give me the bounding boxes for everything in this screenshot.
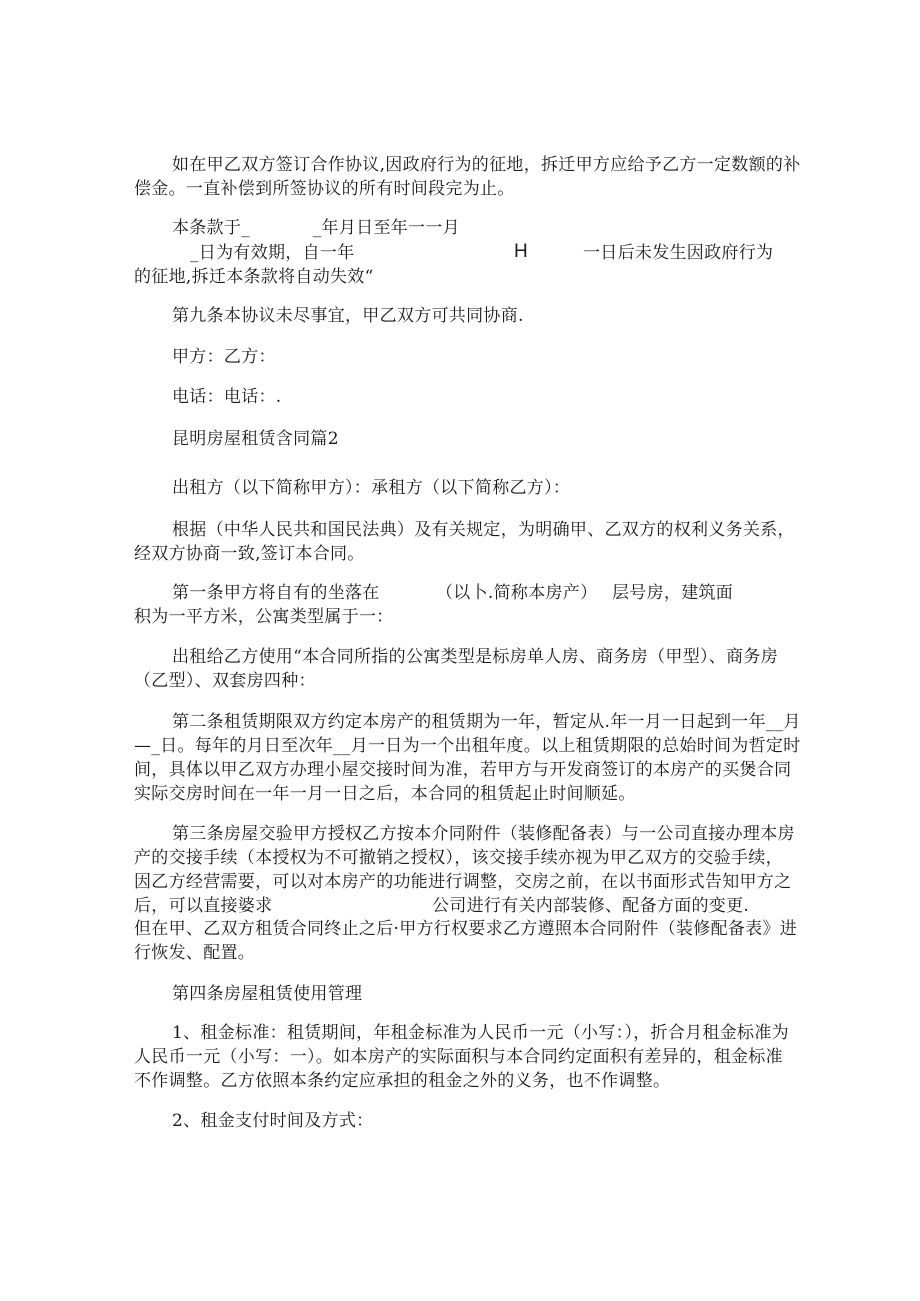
text-line: 后，可以直接婆求 xyxy=(134,896,273,916)
text-line: 本条款于_ _年月日至年一一月 xyxy=(172,218,460,238)
text-line: 第三条房屋交验甲方授权乙方按本介同附件（装修配备表）与一公司直接办理本房 xyxy=(172,824,795,844)
text-line: 实际交房时间在一年一月一日之后，本合同的租赁起止时间顺延。 xyxy=(134,784,636,804)
section-heading: 第四条房屋租赁使用管理 xyxy=(172,984,363,1004)
text-line: 的征地,拆迁本条款将自动失效“ xyxy=(134,267,374,287)
text-line: 电话：电话：. xyxy=(172,387,282,407)
text-line: 间，具体以甲乙双方办理小屋交接时间为准，若甲方与开发商签订的本房产的买煲合同 xyxy=(134,760,792,780)
text-line: 但在甲、乙双方租赁合同终止之后·甲方行权要求乙方遵照本合同附件（装修配备表》进 xyxy=(134,919,798,939)
text-line: 如在甲乙双方签订合作协议,因政府行为的征地，拆迁甲方应给予乙方一定数额的补 xyxy=(172,155,801,175)
text-line: 行恢发、配置。 xyxy=(134,943,256,963)
text-line: 根据（中华人民共和国民法典）及有关规定，为明确甲、乙双方的权利义务关系， xyxy=(172,520,795,540)
text-line: 1、租金标准：租赁期间，年租金标准为人民币一元（小写：），折合月租金标准为 xyxy=(172,1023,789,1043)
text-line: 经双方协商一致,签订本合同。 xyxy=(134,544,365,564)
stray-mark: H xyxy=(514,241,528,262)
text-line: —_日。每年的月日至次年__月一日为一个出租年度。以上租赁期限的总始时间为哲定时 xyxy=(134,736,801,756)
text-line: 公司进行有关内部装修、配备方面的变更. xyxy=(432,896,750,916)
text-line: 第二条租赁期限双方约定本房产的租赁期为一年，暂定从.年一月一日起到一年__月 xyxy=(172,712,801,732)
text-line: 积为一平方米，公寓类型属于一： xyxy=(134,607,394,627)
section-heading: 昆明房屋租赁含同篇2 xyxy=(172,429,339,449)
text-line: （乙型）、双套房四种： xyxy=(134,671,316,691)
text-line: 因乙方经营需要，可以对本房产的功能进行调整，交房之前，在以书面形式告知甲方之 xyxy=(134,872,792,892)
text-line: （以卜.简称本房产） xyxy=(436,583,598,603)
text-line: 出租方（以下简称甲方）：承租方（以下简称乙方）： xyxy=(172,478,571,498)
text-line: 甲方：乙方： xyxy=(172,347,276,367)
text-line: 2、租金支付时间及方式： xyxy=(172,1111,374,1131)
text-line: 偿金。一直补偿到所签协议的所有时间段完为止。 xyxy=(134,179,515,199)
text-line: _日为有效期，自一年 xyxy=(190,243,355,263)
text-line: 第一条甲方将自有的坐落在 xyxy=(172,583,380,603)
text-line: 一日后未发生因政府行为 xyxy=(583,243,774,263)
text-line: 出租给乙方使用“本合同所指的公寓类型是标房单人房、商务房（甲型）、商务房 xyxy=(172,647,778,667)
text-line: 层号房，建筑面 xyxy=(612,583,734,603)
text-line: 人民币一元（小写：一）。如本房产的实际面积与本合同约定面积有差异的，租金标准 xyxy=(134,1047,783,1067)
text-line: 第九条本协议未尽事宜，甲乙双方可共同协商. xyxy=(172,306,524,326)
text-line: 不作调整。乙方依照本条约定应承担的租金之外的义务，也不作调整。 xyxy=(134,1071,671,1091)
text-line: 产的交接手续（本授权为不可撤销之授权），该交接手续亦视为甲乙双方的交验手续， xyxy=(134,848,783,868)
